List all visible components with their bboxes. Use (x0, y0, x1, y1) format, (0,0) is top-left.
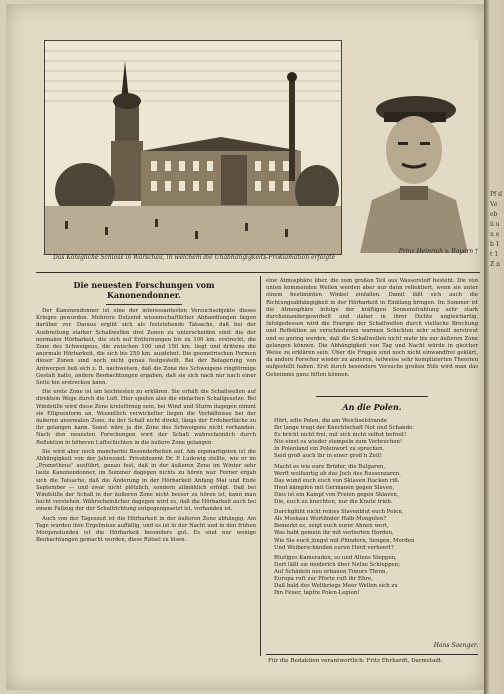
article-headline: Die neuesten Forschungen vom Kanonendonner. (73, 280, 215, 300)
poem-line: Ihn Feuer, tapfre Polen-Legion! (274, 590, 360, 597)
page-fold-edge (484, 0, 504, 694)
newspaper-page (6, 4, 484, 690)
poem-line: Und Weiberschänden euren Herd verheert? (274, 544, 394, 551)
poem-author: Hans Saenger. (433, 642, 478, 649)
poem-line: Daß bald des Weltkriegs Meer Wellen sich zu (274, 583, 398, 590)
poem-line: Werft wolfsartig ab das Joch des Russenzaren, (274, 470, 401, 477)
headline-rule (106, 304, 182, 305)
castle-illustration (44, 40, 342, 255)
prince-portrait (350, 40, 478, 253)
poem-line: Durchglüht nicht reines Slavenblut euch Polen, (274, 509, 404, 516)
poem-line: Das wund euch euch von Sklaven Hacken riß. (274, 477, 400, 484)
article-column-left (36, 308, 256, 648)
article-paragraph: eine Atmosphäre über, die zum großen Teil aus Wasserstoff besteht. Die von unten kommenden Wellen werden aber nur dann reflektiert, wenn sie unter einem bestimmten Winkel einfallen. Damit läßt sich auch die Richtungsabhängigkeit in der Hörbarkeit in Einklang bringen. Im Sommer ist die Atmosphäre infolge der kräftigen Sonnenstrahlung sehr stark durcheinandergewirbelt und daher in ihrer Dichte ungleichartig. Infolgedessen wird die Energie der Schallwellen durch vielfache Brechung und Reflektion an verschiedenen warmen Schichten sehr schnell zerstreut und so gering werden, daß die Schallwellen nicht mehr bis zur äußeren Zone gelangen können. Die Abhängigkeit von Tag und Nacht würde in gleicher Weise zu erklären sein. Über die Fragen sind noch nicht einwandfrei geklärt, da andere Forscher wieder zu anderen, teilweise sehr komplizierten Theorien aufgestellt haben. Erst durch besondere Versuche großen Stils wird man das Geheimnis ganz lüften können. (266, 278, 478, 378)
poem-line: Auf Schädeln neu erbauen Timurs Thron, (274, 568, 388, 575)
poem-line: Es bricht nicht frei, mit sich nicht selbst befreit! (274, 432, 407, 439)
top-divider (36, 272, 480, 273)
poem-body (274, 418, 480, 644)
poem-line: Hört, edle Polen, die am Weichselstrande (274, 418, 387, 424)
poem-line: Dort läßt sie moderich über Netze Schleppen; (274, 561, 401, 568)
castle-drawing (45, 41, 341, 254)
poem-line: Die, euch zu knechten, nur die Knute trieb. (274, 499, 393, 506)
poem-line: Wie Sie euch jüngst mit Plündern, Sengen, Morden (274, 537, 415, 544)
footer-rule (266, 654, 478, 655)
article-paragraph: Sie wird aber noch mancherlei Besonderheiten auf. Am eigenartigsten ist die Abhängigkeit von der Jahreszeit. Privatdozent Dr. P. Ludewig stellte, wie er im „Prometheus" ausführt, genau fest, daß in der äußeren Zone im Winter sehr laute Kanonendonner, im Sommer dagegen nichts zu hören war. Ferner ergab sich die Tatsache, daß die Änderung in der Hörbarkeit Anfang Mai und Ende September — und zwar nicht plötzlich, sondern allmählich erfolgt. Daß bei Windstille der Schall in der äußeren Zone nicht besser zu hören ist, kann man leicht verstehen. Währscheinlicher dagegen wird es, daß die Hörbarkeit auch bei einem Fallzug der der Schallrichtung entgegengesetzt ist, vorhanden ist. (36, 448, 256, 513)
poem-stanza (274, 418, 480, 461)
castle-caption: Das Königliche Schloss in Warschau, in welchem die Unabhängigkeits-Proklamation erfolgte (52, 254, 336, 261)
poem-line: Als Moskaus Wortfinder Halb-Mongolen? (274, 516, 387, 523)
poem-line: Bemerkt es, zeigt euch eurer Ahnen wert, (274, 523, 389, 530)
poem-stanza (274, 555, 480, 598)
poem-stanza (274, 509, 480, 552)
column-divider (260, 276, 261, 656)
poem-line: Dies ist ein Kampf von Freien gegen Sklaven, (274, 491, 399, 498)
poem-line: Europa ruft zur Pforte ruft ihr Ehre, (274, 575, 373, 582)
poem-line: Was habt gemein ihr mit verlierten Horden, (274, 530, 394, 537)
portrait-drawing (350, 40, 478, 253)
prince-caption: Prinz Heinrich v. Bayern † (398, 248, 478, 255)
edge-text: Pf d Ve eb ü un eb 1 t 1 Z n (490, 191, 503, 268)
article-end-rule (316, 396, 428, 397)
article-paragraph: Die erste Zone ist am leichtesten zu erklären. Sie erhält die Schallwellen auf direktem Wege durch die Luft. Hier spielen also die einfachen Schallgesetze. Bei Windstille wird diese Zone kreisförmig sein, bei Wind und Sturm dagegen nimmt sie Ellipsenform an. Wesentlich verwickelter liegen die Verhältnisse bei der äußeren anormalen Zone, da der Schall nicht direkt, längs der Erdoberfläche zu ihr gelangen kann. Sonst wäre ja die Zone des Schweigens nicht vorhanden. Nach den neuesten Forschungen wird der Schall wahrscheinlich durch Reflektion in höheren Luftschichten in die äußere Zone gelangen. (36, 389, 256, 446)
poem-line: Rüstiges Kameraden, so und Allens Steppen, (274, 554, 397, 561)
article-column-right (266, 278, 478, 390)
poem-line: In Polenland ein Polenwort zu sprechen, (274, 446, 385, 453)
poem-line: Heut kämpfen mit Germanen gegen Slaven, (274, 484, 395, 491)
poem-title: An die Polen. (342, 402, 402, 412)
article-paragraph: Der Kanonendonner ist eine der interessantesten Versuchsobjekte dieses Krieges geworden. Mehrere Dutzend wissenschaftlicher Abhandlungen liegen darüber vor. Daraus ergibt sich als feststehende Tatsache, daß bei der Ausbreitung starker Schallwellen drei Zonen zu unterscheiden sind: die der normalen Hörbarkeit, die sich auf Entfernungen bis zu 100 km. erstreckt, die Zone des Schweigens, die zwischen 100 und 150 km. liegt und drittens die anormale Hörbarkeit, die sich bis 250 km. ausdehnt. Die geometrischen Formen dieser Zonen sind noch nicht genau festgestellt. Bei der Belagerung von Antwerpen ließ sich z. B. nachweisen, daß die Zone des Schweigens ringförmige Gestalt hatte, andere Beobachtungen ergaben, daß sie sich nach nur nach einer Seite hin erstrecken kann. (36, 308, 256, 387)
poem-line: Seid groß auch ihr in einer groß'n Zeit! (274, 453, 383, 460)
poem-stanza (274, 464, 480, 507)
poem-line: Macht es wie eure Brüder, die Bulgaren, (274, 463, 386, 470)
article-paragraph: Auch von der Tageszeit ist die Hörbarkeit in der äußeren Zone abhängig. Am Tage wurden ihre Ergebnisse auffällig, und es ist in der Nacht und in den frühen Morgenstunden ist die Hörbarkeit besonders gut. Es sind nur wenige Beobachtungen gemacht worden, diese Rätsel zu lösen. (36, 515, 256, 544)
poem-line: Ihr lange trugt der Knechtschaft Not und Schande: (274, 425, 415, 432)
imprint-line: Für die Redaktion verantwortlich: Fritz Ehrhardt, Darmstadt. (268, 658, 443, 664)
poem-line: Nie einst es wieder stempeln zum Verbrechen! (274, 439, 403, 446)
